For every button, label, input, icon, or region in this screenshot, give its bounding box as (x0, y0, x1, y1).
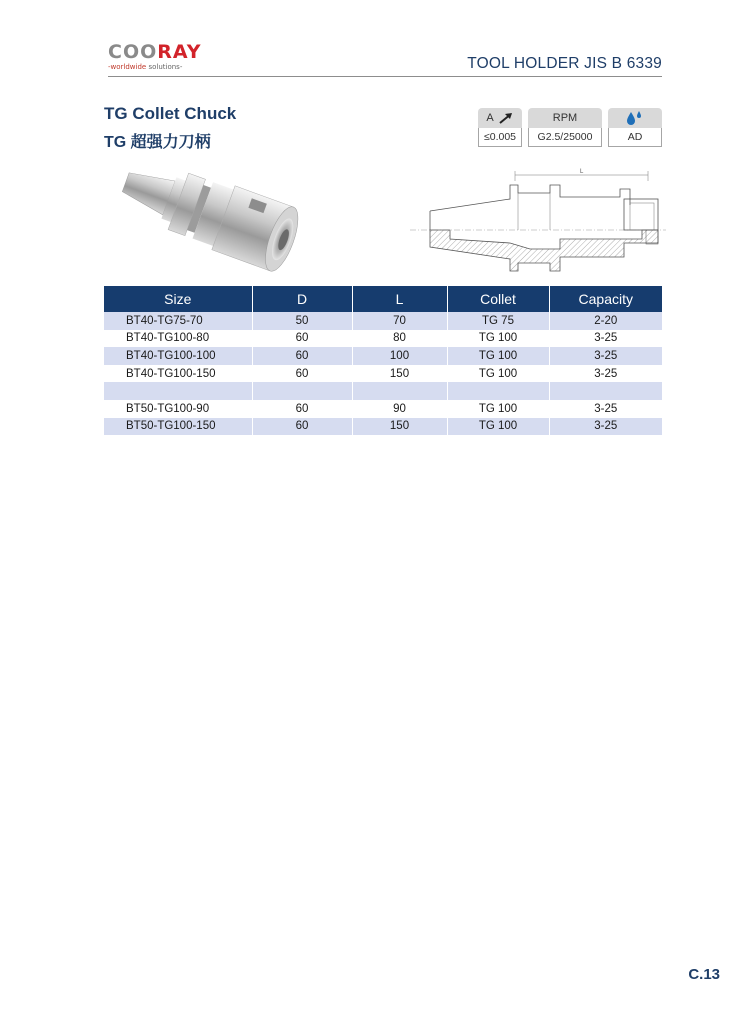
cell-d: 60 (252, 330, 352, 348)
specification-table (104, 286, 662, 435)
logo-wordmark (108, 42, 218, 62)
cell-capacity: 3-25 (549, 365, 662, 383)
cell-collet: TG 75 (447, 312, 549, 330)
cell-d: 50 (252, 312, 352, 330)
accuracy-spec-box (478, 108, 522, 149)
cell-d: 60 (252, 365, 352, 383)
cell-collet: TG 100 (447, 418, 549, 436)
cell-size: BT40-TG100-100 (104, 347, 252, 365)
table-row-spacer (104, 382, 662, 400)
rpm-value: G2.5/25000 (528, 128, 602, 147)
svg-text:L: L (580, 169, 584, 175)
cell-capacity: 2-20 (549, 312, 662, 330)
cell-capacity: 3-25 (549, 347, 662, 365)
table-row (104, 400, 662, 418)
cell-d (252, 382, 352, 400)
cell-collet: TG 100 (447, 347, 549, 365)
cell-size: BT50-TG100-150 (104, 418, 252, 436)
logo-tagline-part-b: solutions- (146, 63, 183, 71)
runout-arrow-icon (498, 112, 514, 124)
cell-capacity (549, 382, 662, 400)
cell-capacity: 3-25 (549, 330, 662, 348)
technical-drawing (410, 167, 666, 279)
accuracy-spec-header (478, 108, 522, 128)
product-title-english: TG Collet Chuck (104, 104, 237, 123)
coolant-spec-box (608, 108, 662, 149)
cell-l: 80 (352, 330, 447, 348)
cell-capacity: 3-25 (549, 418, 662, 436)
brand-logo (108, 42, 218, 76)
cell-size: BT50-TG100-90 (126, 402, 210, 415)
cell-l: 150 (352, 418, 447, 436)
column-header-size: Size (104, 286, 252, 312)
cell-size: BT40-TG100-80 (126, 332, 210, 345)
table-row (104, 330, 662, 348)
column-header-capacity: Capacity (549, 286, 662, 312)
cell-size: BT40-TG75-70 (104, 312, 252, 330)
cell-capacity: 3-25 (549, 400, 662, 418)
column-header-collet: Collet (447, 286, 549, 312)
document-title: TOOL HOLDER JIS B 6339 (467, 55, 662, 72)
table-header-row (104, 286, 662, 312)
logo-word-part-a: COO (108, 41, 158, 63)
table-row (104, 418, 662, 436)
cell-size (104, 382, 252, 400)
column-header-d: D (252, 286, 352, 312)
product-photo (112, 156, 312, 284)
logo-tagline (108, 63, 218, 72)
cell-d: 60 (252, 400, 352, 418)
header-divider (108, 76, 662, 77)
cell-collet (447, 382, 549, 400)
cell-l: 90 (352, 400, 447, 418)
logo-word-part-b: RAY (157, 41, 202, 63)
product-title-chinese: TG 超强力刀柄 (104, 134, 211, 151)
cell-l (352, 382, 447, 400)
coolant-drops-icon (625, 110, 645, 126)
page-number: C.13 (688, 966, 720, 983)
column-header-l: L (352, 286, 447, 312)
accuracy-value: ≤0.005 (478, 128, 522, 147)
table-row (104, 312, 662, 330)
table-row (104, 365, 662, 383)
cell-l: 150 (352, 365, 447, 383)
cell-collet: TG 100 (447, 400, 549, 418)
rpm-spec-box (528, 108, 602, 149)
cell-size: BT40-TG100-150 (126, 367, 216, 380)
cell-d: 60 (252, 418, 352, 436)
coolant-value: AD (608, 128, 662, 147)
accuracy-label: A (486, 112, 494, 124)
cell-l: 100 (352, 347, 447, 365)
cell-collet: TG 100 (447, 365, 549, 383)
table-row (104, 347, 662, 365)
cell-collet: TG 100 (447, 330, 549, 348)
coolant-spec-header (608, 108, 662, 128)
cell-l: 70 (352, 312, 447, 330)
rpm-label: RPM (528, 108, 602, 128)
logo-tagline-part-a: -worldwide (108, 63, 147, 71)
cell-d: 60 (252, 347, 352, 365)
